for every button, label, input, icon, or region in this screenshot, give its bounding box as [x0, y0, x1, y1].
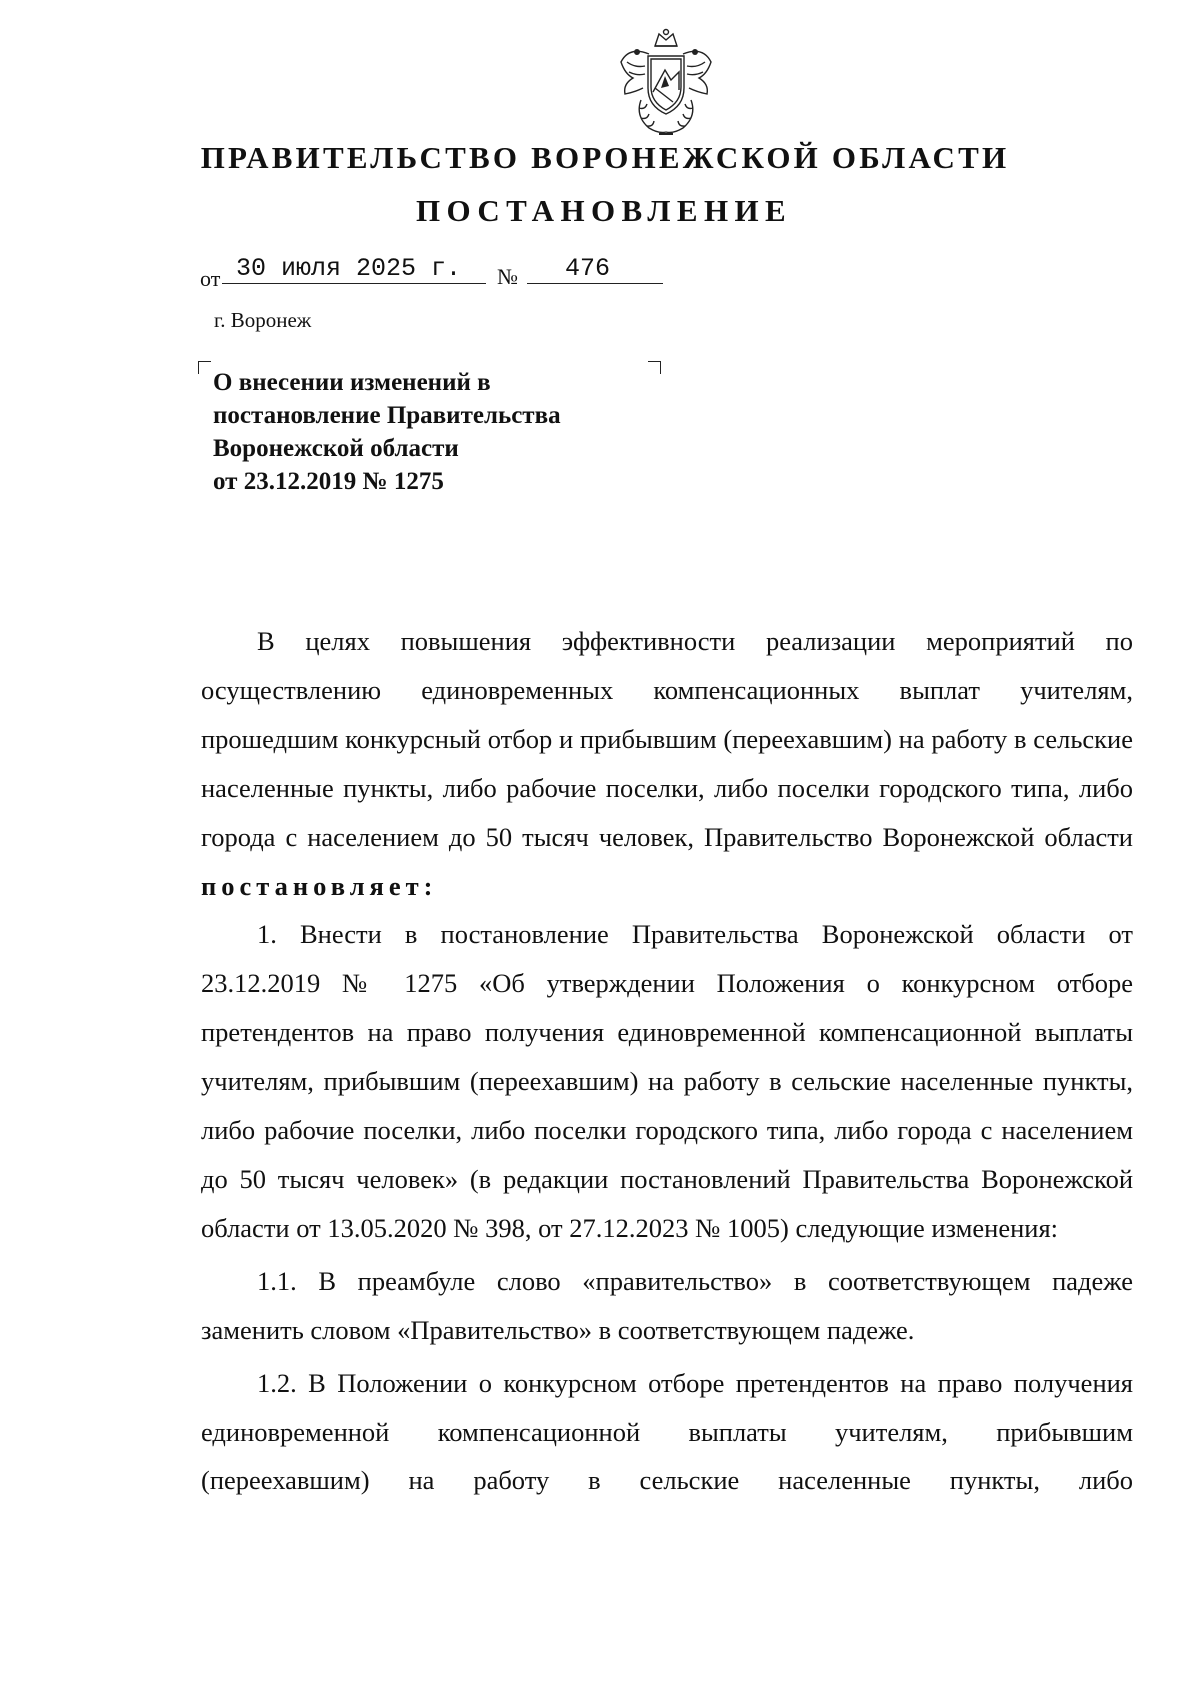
subject-line: О внесении изменений в [213, 369, 491, 396]
paragraph-1: 1. Внести в постановление Правительства Воронежской области от 23.12.2019 № 1275 «Об утверждении Положения о конкурсном отборе претендентов на право получения единовременной компенсационной выплаты учителям, прибывшим (переехавшим) на работу в сельские населенные пункты, либо рабочие поселки, либо поселки городского типа, либо города с населением до 50 тысяч человек» (в редакции постановлений Правительства Воронежской области от 13.05.2020 № 398, от 27.12.2023 № 1005) следующие изменения: [201, 919, 1133, 1243]
organization-title: ПРАВИТЕЛЬСТВО ВОРОНЕЖСКОЙ ОБЛАСТИ [200, 140, 1010, 175]
document-number: 476 [527, 254, 663, 284]
preamble-text: В целях повышения эффективности реализации мероприятий по осуществлению единовременных компенсационных выплат учителям, прошедшим конкурсный отбор и прибывшим (переехавшим) на работу в сельские населенные пункты, либо рабочие поселки, либо поселки городского типа, либо города с населением до 50 тысяч человек, Правительство Воронежской области [201, 626, 1133, 852]
subject-block [213, 366, 673, 498]
subject-line: от 23.12.2019 № 1275 [213, 468, 444, 495]
resolves-keyword: постановляет: [201, 870, 438, 901]
document-body [201, 617, 1133, 1505]
subject-line: Воронежской области [213, 435, 459, 462]
paragraph-preamble [201, 617, 1133, 910]
date-prefix: от [200, 266, 221, 291]
paragraph-1-2: 1.2. В Положении о конкурсном отборе претендентов на право получения единовременной компенсационной выплаты учителям, прибывшим (переехавшим) на работу в сельские населенные пункты, либо [201, 1367, 1133, 1496]
city-line: г. Воронеж [214, 308, 312, 332]
coat-of-arms-emblem-icon [615, 28, 717, 140]
document-type-title: ПОСТАНОВЛЕНИЕ [415, 193, 793, 228]
document-date: 30 июля 2025 г. [222, 254, 486, 284]
paragraph-1-1: 1.1. В преамбуле слово «правительство» в соответствующем падеже заменить словом «Правительство» в соответствующем падеже. [201, 1265, 1133, 1345]
number-prefix: № [497, 264, 518, 289]
subject-line: постановление Правительства [213, 402, 561, 429]
subject-corner-mark-left [198, 361, 211, 374]
